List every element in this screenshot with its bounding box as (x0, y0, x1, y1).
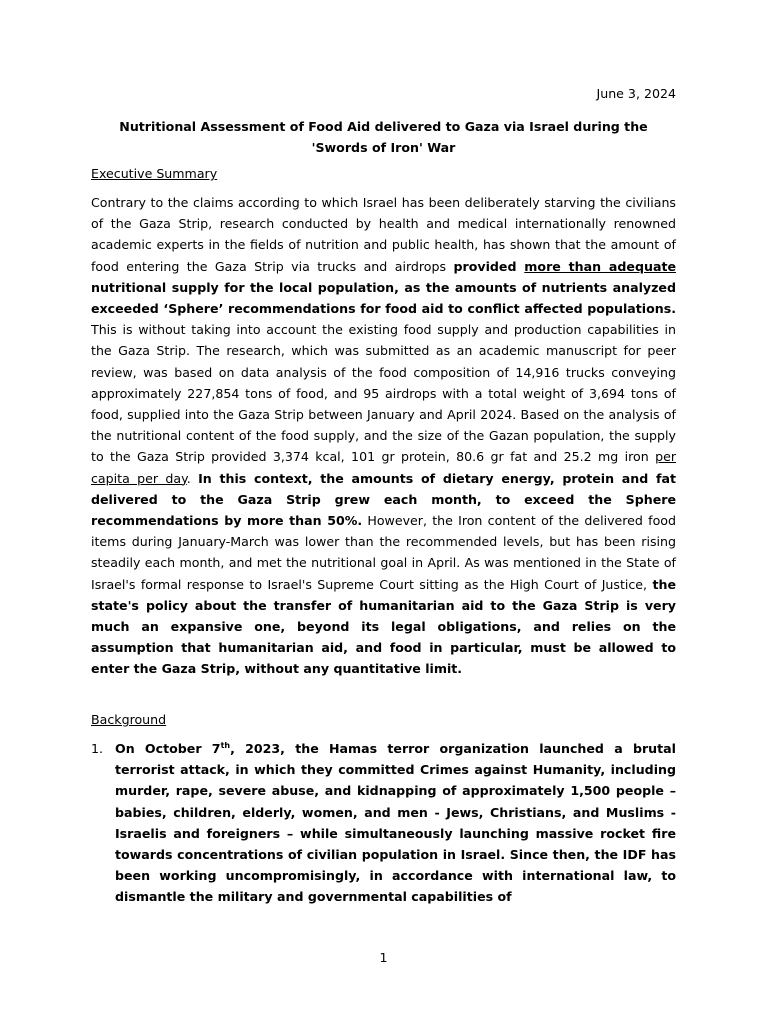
document-date: June 3, 2024 (596, 86, 676, 101)
summary-bold-text-3: the state's policy about the transfer of humanitarian aid to the Gaza Strip is very much an expansive one, beyond its legal obligations, and relies on the assumption that humanitarian aid, and food in particular, must be allowed to enter the Gaza Strip, without any quantitative limit. (91, 576, 676, 677)
summary-text-3: . (186, 470, 199, 486)
list-item-superscript: th (220, 740, 231, 750)
list-item-text-a: On October 7 (115, 741, 221, 756)
executive-summary-paragraph (91, 192, 676, 680)
summary-text-2: This is without taking into account the existing food supply and production capabilities in the Gaza Strip. The research, which was submitted as an academic manuscript for peer review, was based on data analysis of the food composition of 14,916 trucks conveying approximately 227,854 tons of food, and 95 airdrops with a total weight of 3,694 tons of food, supplied into the Gaza Strip between January and April 2024. Based on the analysis of the nutritional content of the food supply, and the size of the Gazan population, the supply to the Gaza Strip provided 3,374 kcal, 101 gr protein, 80.6 gr fat and 25.2 mg iron (91, 322, 676, 465)
list-item-text (115, 738, 676, 908)
list-item-text-b: , 2023, the Hamas terror organization launched a brutal terrorist attack, in which they committed Crimes against Humanity, including murder, rape, severe abuse, and kidnapping of approximately 1,500 people – babies, children, elderly, women, and men - Jews, Christians, and Muslims - Israelis and foreigners – while simultaneously launching massive rocket fire towards concentrations of civilian population in Israel. Since then, the IDF has been working uncompromisingly, in accordance with international law, to dismantle the military and governmental capabilities of (115, 741, 676, 905)
title-line-1: Nutritional Assessment of Food Aid delivered to Gaza via Israel during the (119, 119, 648, 134)
summary-bold-text-1: nutritional supply for the local population, as the amounts of nutrients analyzed exceeded ‘Sphere’ recommendations for food aid to conflict affected populations. (91, 279, 676, 317)
title-line-2: 'Swords of Iron' War (311, 140, 456, 155)
document-title (91, 116, 676, 158)
page-number: 1 (379, 950, 388, 965)
list-item-number: 1. (91, 741, 104, 756)
summary-bold-underlined: more than adequate (524, 258, 677, 274)
executive-summary-heading: Executive Summary (91, 166, 218, 181)
summary-bold-provided: provided (453, 258, 525, 274)
summary-underlined-per-capita: per capita per day (91, 449, 676, 486)
summary-bold-text-2: In this context, the amounts of dietary energy, protein and fat delivered to the Gaza Strip grew each month, to exceed the Sphere recommendations by more than 50%. (91, 470, 676, 529)
background-heading: Background (91, 712, 167, 727)
summary-text-1: Contrary to the claims according to which Israel has been deliberately starving the civilians of the Gaza Strip, research conducted by health and medical internationally renowned academic experts in the fields of nutrition and public health, has shown that the amount of food entering the Gaza Strip via trucks and airdrops (91, 195, 676, 274)
document-page (91, 0, 676, 1024)
summary-text-4: However, the Iron content of the delivered food items during January-March was lower than the recommended levels, but has been rising steadily each month, and met the nutritional goal in April. As was mentioned in the State of Israel's formal response to Israel's Supreme Court sitting as the High Court of Justice, (91, 513, 676, 592)
